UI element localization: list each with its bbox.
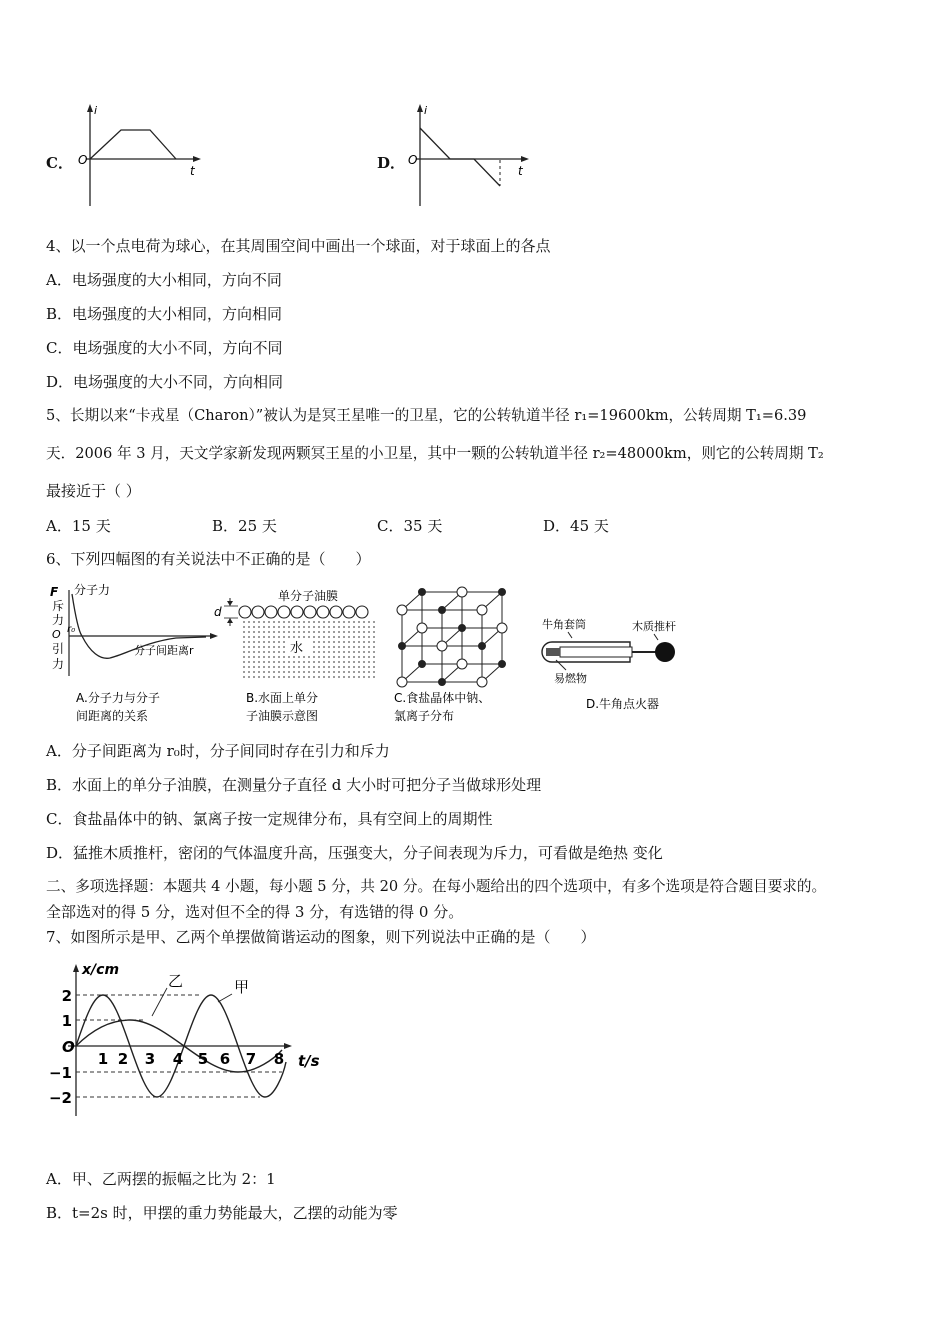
q6-figure-d (538, 580, 708, 730)
q7-xtick-2: 2 (117, 1050, 129, 1068)
q5-option-d: D．45 天 (543, 517, 609, 535)
svg-text:引: 引 (52, 642, 65, 656)
fig-b-caption-2: 子油膜示意图 (246, 709, 319, 723)
q7-xtick-8: 8 (273, 1050, 285, 1068)
q6-option-a: A．分子间距离为 r₀时，分子间同时存在引力和斥力 (46, 742, 390, 760)
graph-d-i-label: i (424, 104, 428, 117)
q7-ytick-1: 1 (61, 1012, 72, 1030)
fig-a-r0: r₀ (67, 624, 76, 635)
fig-a-caption-2: 间距离的关系 (76, 709, 149, 723)
svg-text:O: O (52, 628, 61, 641)
q5-option-b: B．25 天 (212, 517, 277, 535)
q6-option-d: D．猛推木质推杆，密闭的气体温度升高，压强变大，分子间表现为斥力，可看做是绝热 变化 (46, 844, 663, 862)
q6-option-c: C．食盐晶体中的钠、氯离子按一定规律分布，具有空间上的周期性 (46, 810, 493, 828)
q7-xtick-1: 1 (97, 1050, 109, 1068)
graph-d-origin: O (408, 153, 418, 167)
q7-label-jia: 甲 (234, 978, 250, 996)
fig-a-F: F (50, 585, 59, 599)
graph-c-origin: O (78, 153, 88, 167)
q7-label-yi: 乙 (168, 972, 184, 990)
svg-text:力: 力 (52, 613, 65, 627)
fig-c-caption-2: 氯离子分布 (394, 709, 455, 723)
q7-origin: O (62, 1038, 75, 1056)
graph-c-curve (90, 130, 176, 159)
q7-xtick-4: 4 (172, 1050, 184, 1068)
q4-option-d: D．电场强度的大小不同，方向相同 (46, 373, 284, 391)
section2-line2: 全部选对的得 5 分，选对但不全的得 3 分，有选错的得 0 分。 (46, 903, 464, 921)
q7-ytick-m1: −1 (48, 1064, 72, 1082)
fig-d-rod: 木质推杆 (632, 620, 676, 633)
q7-stem: 7、如图所示是甲、乙两个单摆做简谐运动的图象，则下列说法中正确的是（ ） (46, 928, 596, 946)
q7-ytick-2: 2 (61, 987, 72, 1005)
fig-b-film: 单分子油膜 (278, 589, 339, 603)
q7-ytick-m2: −2 (48, 1089, 72, 1107)
fig-b-water: 水 (290, 641, 304, 656)
q7-option-a: A．甲、乙两摆的振幅之比为 2：1 (46, 1170, 276, 1188)
option-c-label: C． (46, 154, 73, 172)
fig-a-title: 分子力 (74, 583, 111, 597)
fig-a-xlabel: 分子间距离r (134, 644, 194, 657)
q7-option-b: B．t=2s 时，甲摆的重力势能最大，乙摆的动能为零 (46, 1204, 398, 1222)
q4-option-a: A．电场强度的大小相同，方向不同 (46, 271, 282, 289)
fig-b-molecules (239, 606, 368, 618)
q4-option-b: B．电场强度的大小相同，方向相同 (46, 305, 283, 323)
q7-xtick-6: 6 (219, 1050, 231, 1068)
q6-figure-b (212, 580, 384, 730)
q5-line1: 5、长期以来“卡戎星（Charon）”被认为是冥王星唯一的卫星，它的公转轨道半径 r₁=19600km，公转周期 T₁=6.39 (46, 407, 807, 424)
option-d-label: D． (377, 154, 406, 172)
svg-text:斥: 斥 (52, 599, 65, 613)
q4-option-c: C．电场强度的大小不同，方向不同 (46, 339, 283, 357)
q6-option-b: B．水面上的单分子油膜，在测量分子直径 d 大小时可把分子当做球形处理 (46, 776, 542, 794)
graph-c-i-label: i (94, 104, 98, 117)
fig-b-caption-1: B.水面上单分 (246, 691, 319, 705)
q6-stem: 6、下列四幅图的有关说法中不正确的是（ ） (46, 550, 371, 568)
graph-c-t-label: t (190, 164, 195, 178)
q5-option-c: C．35 天 (377, 517, 443, 535)
q7-xlabel: t/s (298, 1052, 320, 1070)
fig-c-caption-1: C.食盐晶体中钠、 (394, 691, 491, 705)
q7-xtick-5: 5 (197, 1050, 209, 1068)
graph-d-t-label: t (518, 164, 523, 178)
section2-line1: 二、多项选择题：本题共 4 小题，每小题 5 分，共 20 分。在每小题给出的四个选项中，有多个选项是符合题目要求的。 (46, 878, 827, 895)
graph-c (78, 102, 208, 210)
q7-xtick-7: 7 (245, 1050, 257, 1068)
fig-b-d: d (214, 605, 222, 619)
fig-d-sleeve: 牛角套筒 (542, 618, 586, 631)
fig-d-fuel: 易燃物 (554, 672, 587, 685)
q5-line2: 天．2006 年 3 月，天文学家新发现两颗冥王星的小卫星，其中一颗的公转轨道半径 r₂=48000km，则它的公转周期 T₂ (46, 445, 824, 462)
q5-option-a: A．15 天 (46, 517, 111, 535)
q5-line3: 最接近于（ ） (46, 482, 141, 500)
q6-figure-a (46, 580, 226, 730)
q7-graph (46, 958, 336, 1118)
svg-text:力: 力 (52, 657, 65, 671)
q7-xtick-3: 3 (144, 1050, 156, 1068)
q6-figure-c (388, 580, 528, 730)
fig-d-caption: D.牛角点火器 (586, 697, 660, 711)
graph-d-curve (420, 128, 500, 186)
graph-d (408, 102, 538, 210)
q4-stem: 4、以一个点电荷为球心，在其周围空间中画出一个球面，对于球面上的各点 (46, 237, 551, 255)
fig-a-caption-1: A.分子力与分子 (76, 691, 160, 705)
q7-ylabel: x/cm (82, 962, 120, 978)
